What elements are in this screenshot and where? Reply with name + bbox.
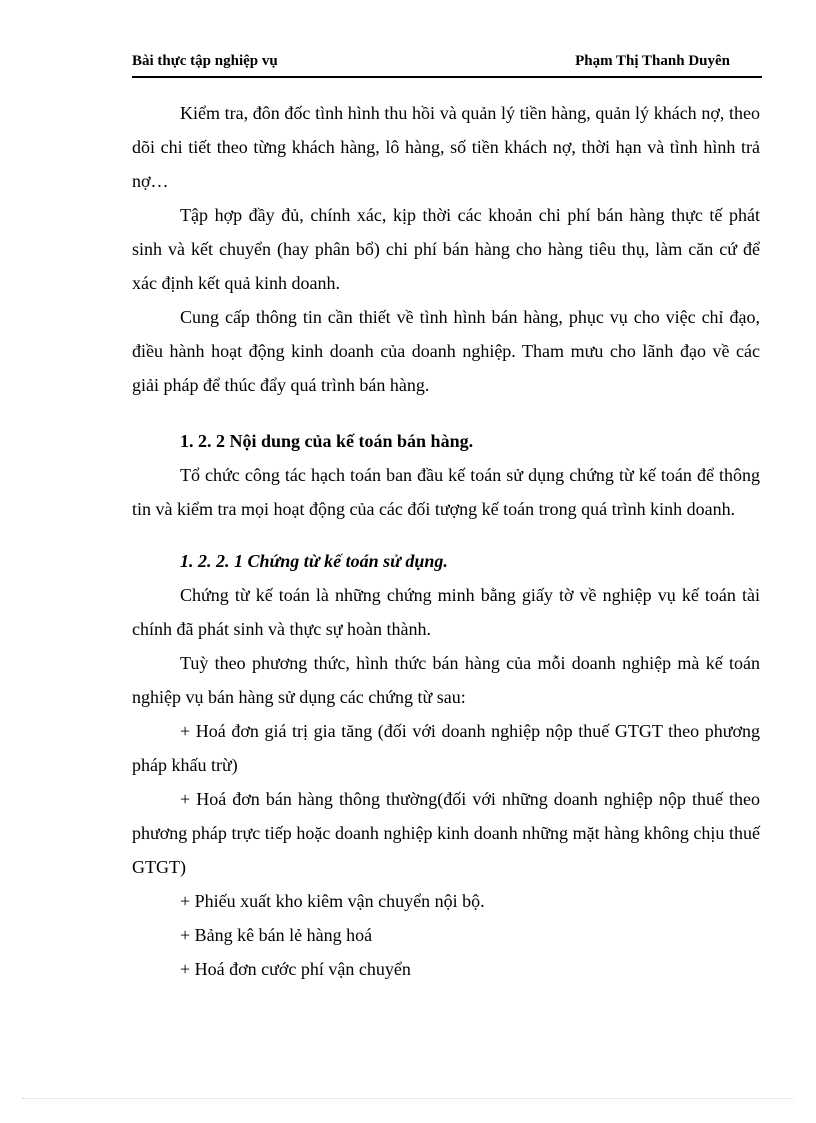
paragraph-debt-management: Kiểm tra, đôn đốc tình hình thu hồi và quản lý tiền hàng, quản lý khách nợ, theo dõi chi tiết theo từng khách hàng, lô hàng, số tiền khách nợ, thời hạn và tình hình trả nợ… xyxy=(132,103,760,191)
header-author: Phạm Thị Thanh Duyên xyxy=(575,53,730,69)
list-item-freight-invoice: + Hoá đơn cước phí vận chuyển xyxy=(180,959,411,979)
list-item-vat-invoice: + Hoá đơn giá trị gia tăng (đối với doanh nghiệp nộp thuế GTGT theo phương pháp khấu trừ) xyxy=(132,721,760,775)
paragraph-sales-expenses: Tập hợp đầy đủ, chính xác, kịp thời các khoản chi phí bán hàng thực tế phát sinh và kết chuyển (hay phân bổ) chi phí bán hàng cho hàng tiêu thụ, làm căn cứ để xác định kết quả kinh doanh. xyxy=(132,205,760,293)
subsection-heading: 1. 2. 2. 1 Chứng từ kế toán sử dụng. xyxy=(180,551,448,571)
page-header xyxy=(132,52,762,78)
list-item-sales-invoice: + Hoá đơn bán hàng thông thường(đối với những doanh nghiệp nộp thuế theo phương pháp trực tiếp hoặc doanh nghiệp kinh doanh những mặt hàng không chịu thuế GTGT) xyxy=(132,789,760,877)
list-item-retail-statement: + Bảng kê bán lẻ hàng hoá xyxy=(180,925,373,945)
paragraph-accounting-organization: Tổ chức công tác hạch toán ban đầu kế toán sử dụng chứng từ kế toán để thông tin và kiểm tra mọi hoạt động của các đối tượng kế toán trong quá trình kinh doanh. xyxy=(132,465,760,519)
page-bottom-divider xyxy=(22,1098,794,1099)
list-item-internal-transfer: + Phiếu xuất kho kiêm vận chuyển nội bộ. xyxy=(180,891,485,911)
paragraph-document-definition: Chứng từ kế toán là những chứng minh bằng giấy tờ về nghiệp vụ kế toán tài chính đã phát sinh và thực sự hoàn thành. xyxy=(132,585,760,639)
paragraph-information-supply: Cung cấp thông tin cần thiết về tình hình bán hàng, phục vụ cho việc chỉ đạo, điều hành hoạt động kinh doanh của doanh nghiệp. Tham mưu cho lãnh đạo về các giải pháp để thúc đẩy quá trình bán hàng. xyxy=(132,307,760,395)
paragraph-document-usage: Tuỳ theo phương thức, hình thức bán hàng của mỗi doanh nghiệp mà kế toán nghiệp vụ bán hàng sử dụng các chứng từ sau: xyxy=(132,653,760,707)
document-body xyxy=(132,96,760,986)
section-heading: 1. 2. 2 Nội dung của kế toán bán hàng. xyxy=(180,431,474,451)
header-title: Bài thực tập nghiệp vụ xyxy=(132,53,278,69)
